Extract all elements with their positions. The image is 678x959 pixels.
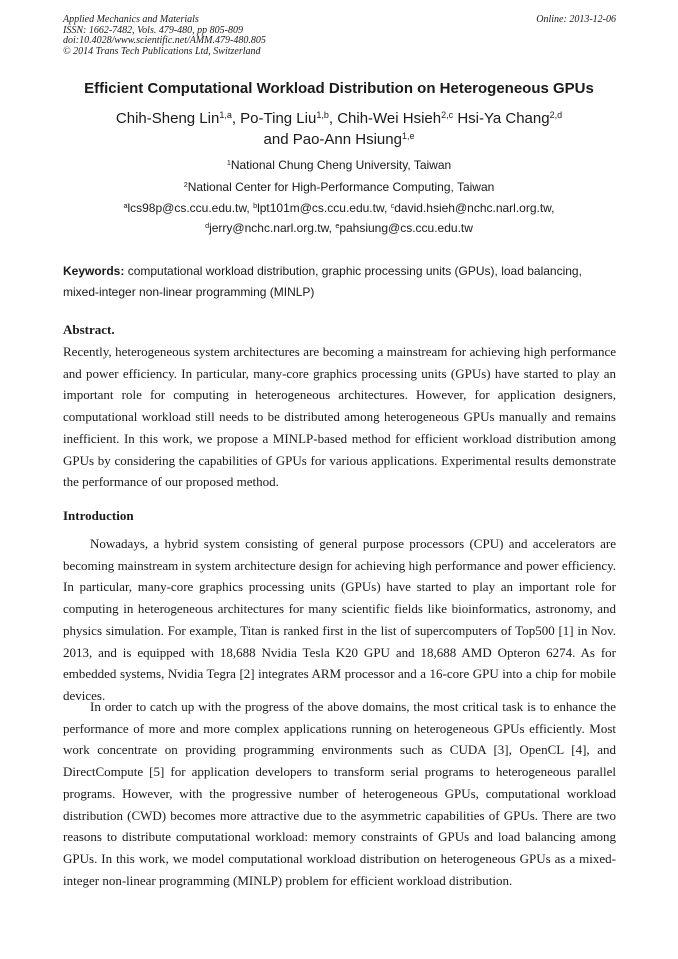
- journal-doi[interactable]: doi:10.4028/www.scientific.net/AMM.479-480.805: [63, 35, 266, 46]
- author-affiliation-mark: 1,e: [401, 131, 415, 142]
- journal-copyright: © 2014 Trans Tech Publications Ltd, Switzerland: [63, 45, 261, 57]
- introduction-paragraph-1: Nowadays, a hybrid system consisting of general purpose processors (CPU) and accelerators are becoming mainstream in system architecture design for achieving high performance and power efficiency. In particular, many-core graphics processing units (GPUs) have started to play an important role for computing in heterogeneous architectures for many scientific fields like bioinformatics, astronomy, and physics simulation. For example, Titan is ranked first in the list of supercomputers of Top500 [1] in Nov. 2013, and is equipped with 18,688 Nvidia Tesla K20 GPU and 18,688 AMD Opteron 6274. As for embedded systems, Nvidia Tegra [2] integrates ARM processor and a 16-core GPU into a chip for mobile devices.: [63, 536, 616, 703]
- online-date: Online: 2013-12-06: [536, 14, 616, 25]
- introduction-heading: Introduction: [63, 508, 134, 523]
- abstract-heading: Abstract.: [63, 322, 115, 337]
- email-address[interactable]: jerry@nchc.narl.org.tw,: [209, 221, 332, 235]
- email-address[interactable]: lcs98p@cs.ccu.edu.tw,: [127, 201, 250, 215]
- keywords-label: Keywords:: [63, 264, 125, 278]
- email-address[interactable]: david.hsieh@nchc.narl.org.tw,: [394, 201, 555, 215]
- paper-title: Efficient Computational Workload Distribution on Heterogeneous GPUs: [84, 80, 594, 97]
- author-conjunction: and: [263, 131, 289, 148]
- introduction-paragraph-2: In order to catch up with the progress of the above domains, the most critical task is to enhance the performance of more and more complex applications running on heterogeneous GPUs efficiently. Most work concentrate on providing programming environments such as CUDA [3], OpenCL [4], and DirectCompute [5] for application developers to transform serial programs to heterogeneous parallel programs. However, with the progressive number of heterogeneous GPUs, computational workload distribution (CWD) becomes more attractive due to the asymmetric capabilities of GPUs. There are two reasons to distribute computational workload: memory constraints of GPUs and load balancing among GPUs. In this work, we model computational workload distribution on heterogeneous GPUs as a mixed-integer non-linear programming (MINLP) problem for efficient workload distribution.: [63, 699, 616, 888]
- affiliation-name: National Center for High-Performance Computing, Taiwan: [187, 180, 495, 194]
- author-name: Pao-Ann Hsiung: [292, 131, 402, 148]
- email-address[interactable]: lpt101m@cs.ccu.edu.tw,: [257, 201, 388, 215]
- abstract-body: Recently, heterogeneous system architectures are becoming a mainstream for achieving high performance and power efficiency. In particular, many-core graphics processing units (GPUs) have started to play an important role for computing in heterogeneous architectures. However, for application designers, computational workload still needs to be distributed among heterogeneous GPUs manually and remains inefficient. In this work, we propose a MINLP-based method for efficient workload distribution among GPUs by considering the capabilities of GPUs for various applications. Experimental results demonstrate the performance of our proposed method.: [63, 344, 616, 490]
- email-mark: a: [123, 201, 128, 211]
- author-affiliation-mark: 2,d: [549, 110, 563, 121]
- author-name: Chih-Sheng Lin: [115, 110, 220, 127]
- affiliation-1: [20, 158, 658, 172]
- author-name: Chih-Wei Hsieh: [337, 110, 442, 127]
- affiliation-name: National Chung Cheng University, Taiwan: [230, 158, 452, 172]
- journal-header: [63, 15, 616, 57]
- author-name: Po-Ting Liu: [240, 110, 317, 127]
- keywords-text: computational workload distribution, graphic processing units (GPUs), load balancing, mixed-integer non-linear programming (MINLP): [63, 264, 582, 299]
- author-list: [20, 108, 658, 150]
- author-line-2: [20, 129, 658, 150]
- affiliation-mark: 1: [226, 158, 231, 168]
- email-address[interactable]: pahsiung@cs.ccu.edu.tw: [339, 221, 473, 235]
- email-mark: b: [253, 201, 258, 211]
- journal-issn: ISSN: 1662-7482, Vols. 479-480, pp 805-809: [63, 24, 243, 36]
- email-mark: e: [335, 221, 340, 231]
- journal-name: Applied Mechanics and Materials: [63, 14, 199, 25]
- keywords-section: [63, 261, 616, 303]
- email-line-2: [20, 221, 658, 235]
- email-mark: d: [205, 221, 210, 231]
- email-mark: c: [390, 201, 395, 211]
- author-affiliation-mark: 2,c: [441, 110, 454, 121]
- affiliation-mark: 2: [183, 180, 188, 190]
- affiliation-2: [20, 180, 658, 194]
- author-line-1: Chih-Sheng Lin$^{1,a}$, Po-Ting Liu$^{1,b}$, Chih-Wei Hsieh$^{2,c}$ Hsi-Ya Chang$^{2,d}$: [115, 110, 563, 127]
- email-line-1: [20, 201, 658, 215]
- author-affiliation-mark: 1,a: [219, 110, 232, 121]
- author-name: Hsi-Ya Chang: [457, 110, 550, 127]
- author-affiliation-mark: 1,b: [316, 110, 329, 121]
